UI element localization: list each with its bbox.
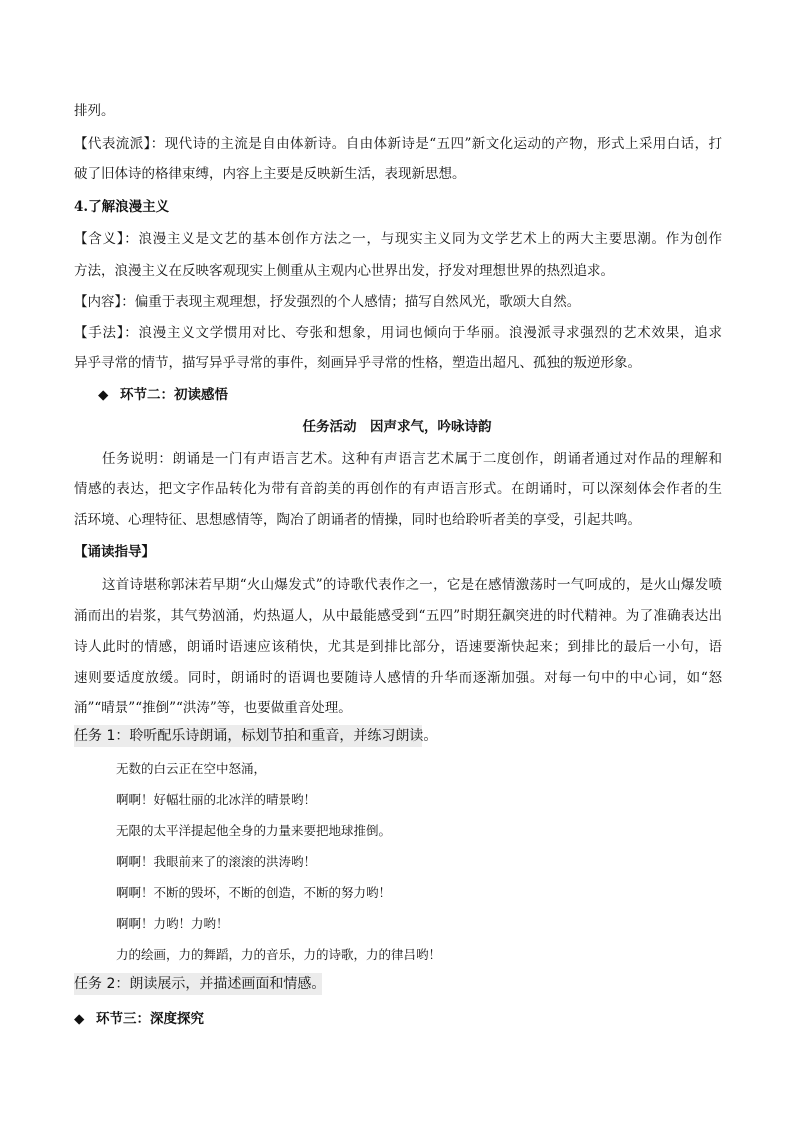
text-line: 排列。 — [74, 103, 115, 119]
text-line: 【手法】：浪漫主义文学惯用对比、夸张和想象，用词也倾向于华丽。浪漫派寻求强烈的艺术效果，追求 — [74, 325, 722, 341]
text-line: 方法，浪漫主义在反映客观现实上侧重从主观内心世界出发，抒发对理想世界的热烈追求。 — [74, 263, 614, 279]
task-highlight: 任务 2：朗读展示，并描述画面和情感。 — [74, 973, 322, 995]
text-line: 这首诗堪称郭沫若早期“火山爆发式”的诗歌代表作之一，它是在感情激荡时一气呵成的，是火山爆发喷 — [102, 577, 722, 593]
text-line: 【内容】：偏重于表现主观理想，抒发强烈的个人感情；描写自然风光，歌颂大自然。 — [74, 294, 581, 310]
poem-line: 力的绘画，力的舞蹈，力的音乐，力的诗歌，力的律吕哟！ — [116, 947, 442, 962]
text-line: 情感的表达，把文字作品转化为带有音韵美的再创作的有声语言形式。在朗诵时，可以深刻体会作者的生 — [74, 481, 722, 497]
poem-line: 啊啊！好幅壮丽的北冰洋的晴景哟！ — [116, 792, 317, 807]
text-line: 任务说明：朗诵是一门有声语言艺术。这种有声语言艺术属于二度创作，朗诵者通过对作品的理解和 — [102, 451, 722, 467]
poem-line: 啊啊！不断的毁坏，不断的创造，不断的努力哟！ — [116, 885, 392, 900]
section-heading — [98, 386, 746, 404]
activity-title: 任务活动 因声求气，吟咏诗韵 — [302, 419, 492, 435]
text-line: 破了旧体诗的格律束缚，内容上主要是反映新生活，表现新思想。 — [74, 166, 466, 182]
poem-line: 无限的太平洋提起他全身的力量来要把地球推倒。 — [116, 823, 392, 838]
text-line: 【含义】：浪漫主义是文艺的基本创作方法之一，与现实主义同为文学艺术上的两大主要思潮。作为创作 — [74, 231, 722, 247]
text-line: 【代表流派】：现代诗的主流是自由体新诗。自由体新诗是“五四”新文化运动的产物，形式上采用白话，打 — [74, 136, 722, 152]
poem-line: 无数的白云正在空中怒涌， — [116, 761, 267, 776]
guide-heading: 【诵读指导】 — [74, 544, 155, 560]
section-title: 环节二：初读感悟 — [120, 387, 228, 403]
text-line: 速则要适度放缓。同时，朗诵时的语调也要随诗人感情的升华而逐渐加强。对每一句中的中心词，如“怒 — [74, 670, 722, 686]
diamond-icon: ◆ — [98, 387, 109, 403]
text-line: 活环境、心理特征、思想感情等，陶冶了朗诵者的情操，同时也给聆听者美的享受，引起共鸣。 — [74, 512, 641, 528]
section-title: 环节三：深度探究 — [96, 1011, 204, 1027]
text-line: 诗人此时的情感，朗诵时语速应该稍快，尤其是到排比部分，语速要渐快起来；到排比的最后一小句，语 — [74, 639, 722, 655]
text-line: 异乎寻常的情节，描写异乎寻常的事件，刻画异乎寻常的性格，塑造出超凡、孤独的叛逆形象。 — [74, 355, 641, 371]
text-line: 涌”“晴景”“推倒”“洪涛”等，也要做重音处理。 — [74, 700, 352, 716]
text-line: 涌而出的岩浆，其气势汹涌，灼热逼人，从中最能感受到“五四”时期狂飙突进的时代精神。为了准确表达出 — [74, 608, 722, 624]
section-heading: 4.了解浪漫主义 — [74, 199, 170, 215]
section-heading — [74, 1010, 722, 1028]
poem-line: 啊啊！力哟！力哟！ — [116, 916, 229, 931]
diamond-icon: ◆ — [74, 1011, 85, 1027]
task-highlight: 任务 1：聆听配乐诗朗诵，标划节拍和重音，并练习朗读。 — [74, 725, 422, 747]
poem-line: 啊啊！我眼前来了的滚滚的洪涛哟！ — [116, 854, 317, 869]
